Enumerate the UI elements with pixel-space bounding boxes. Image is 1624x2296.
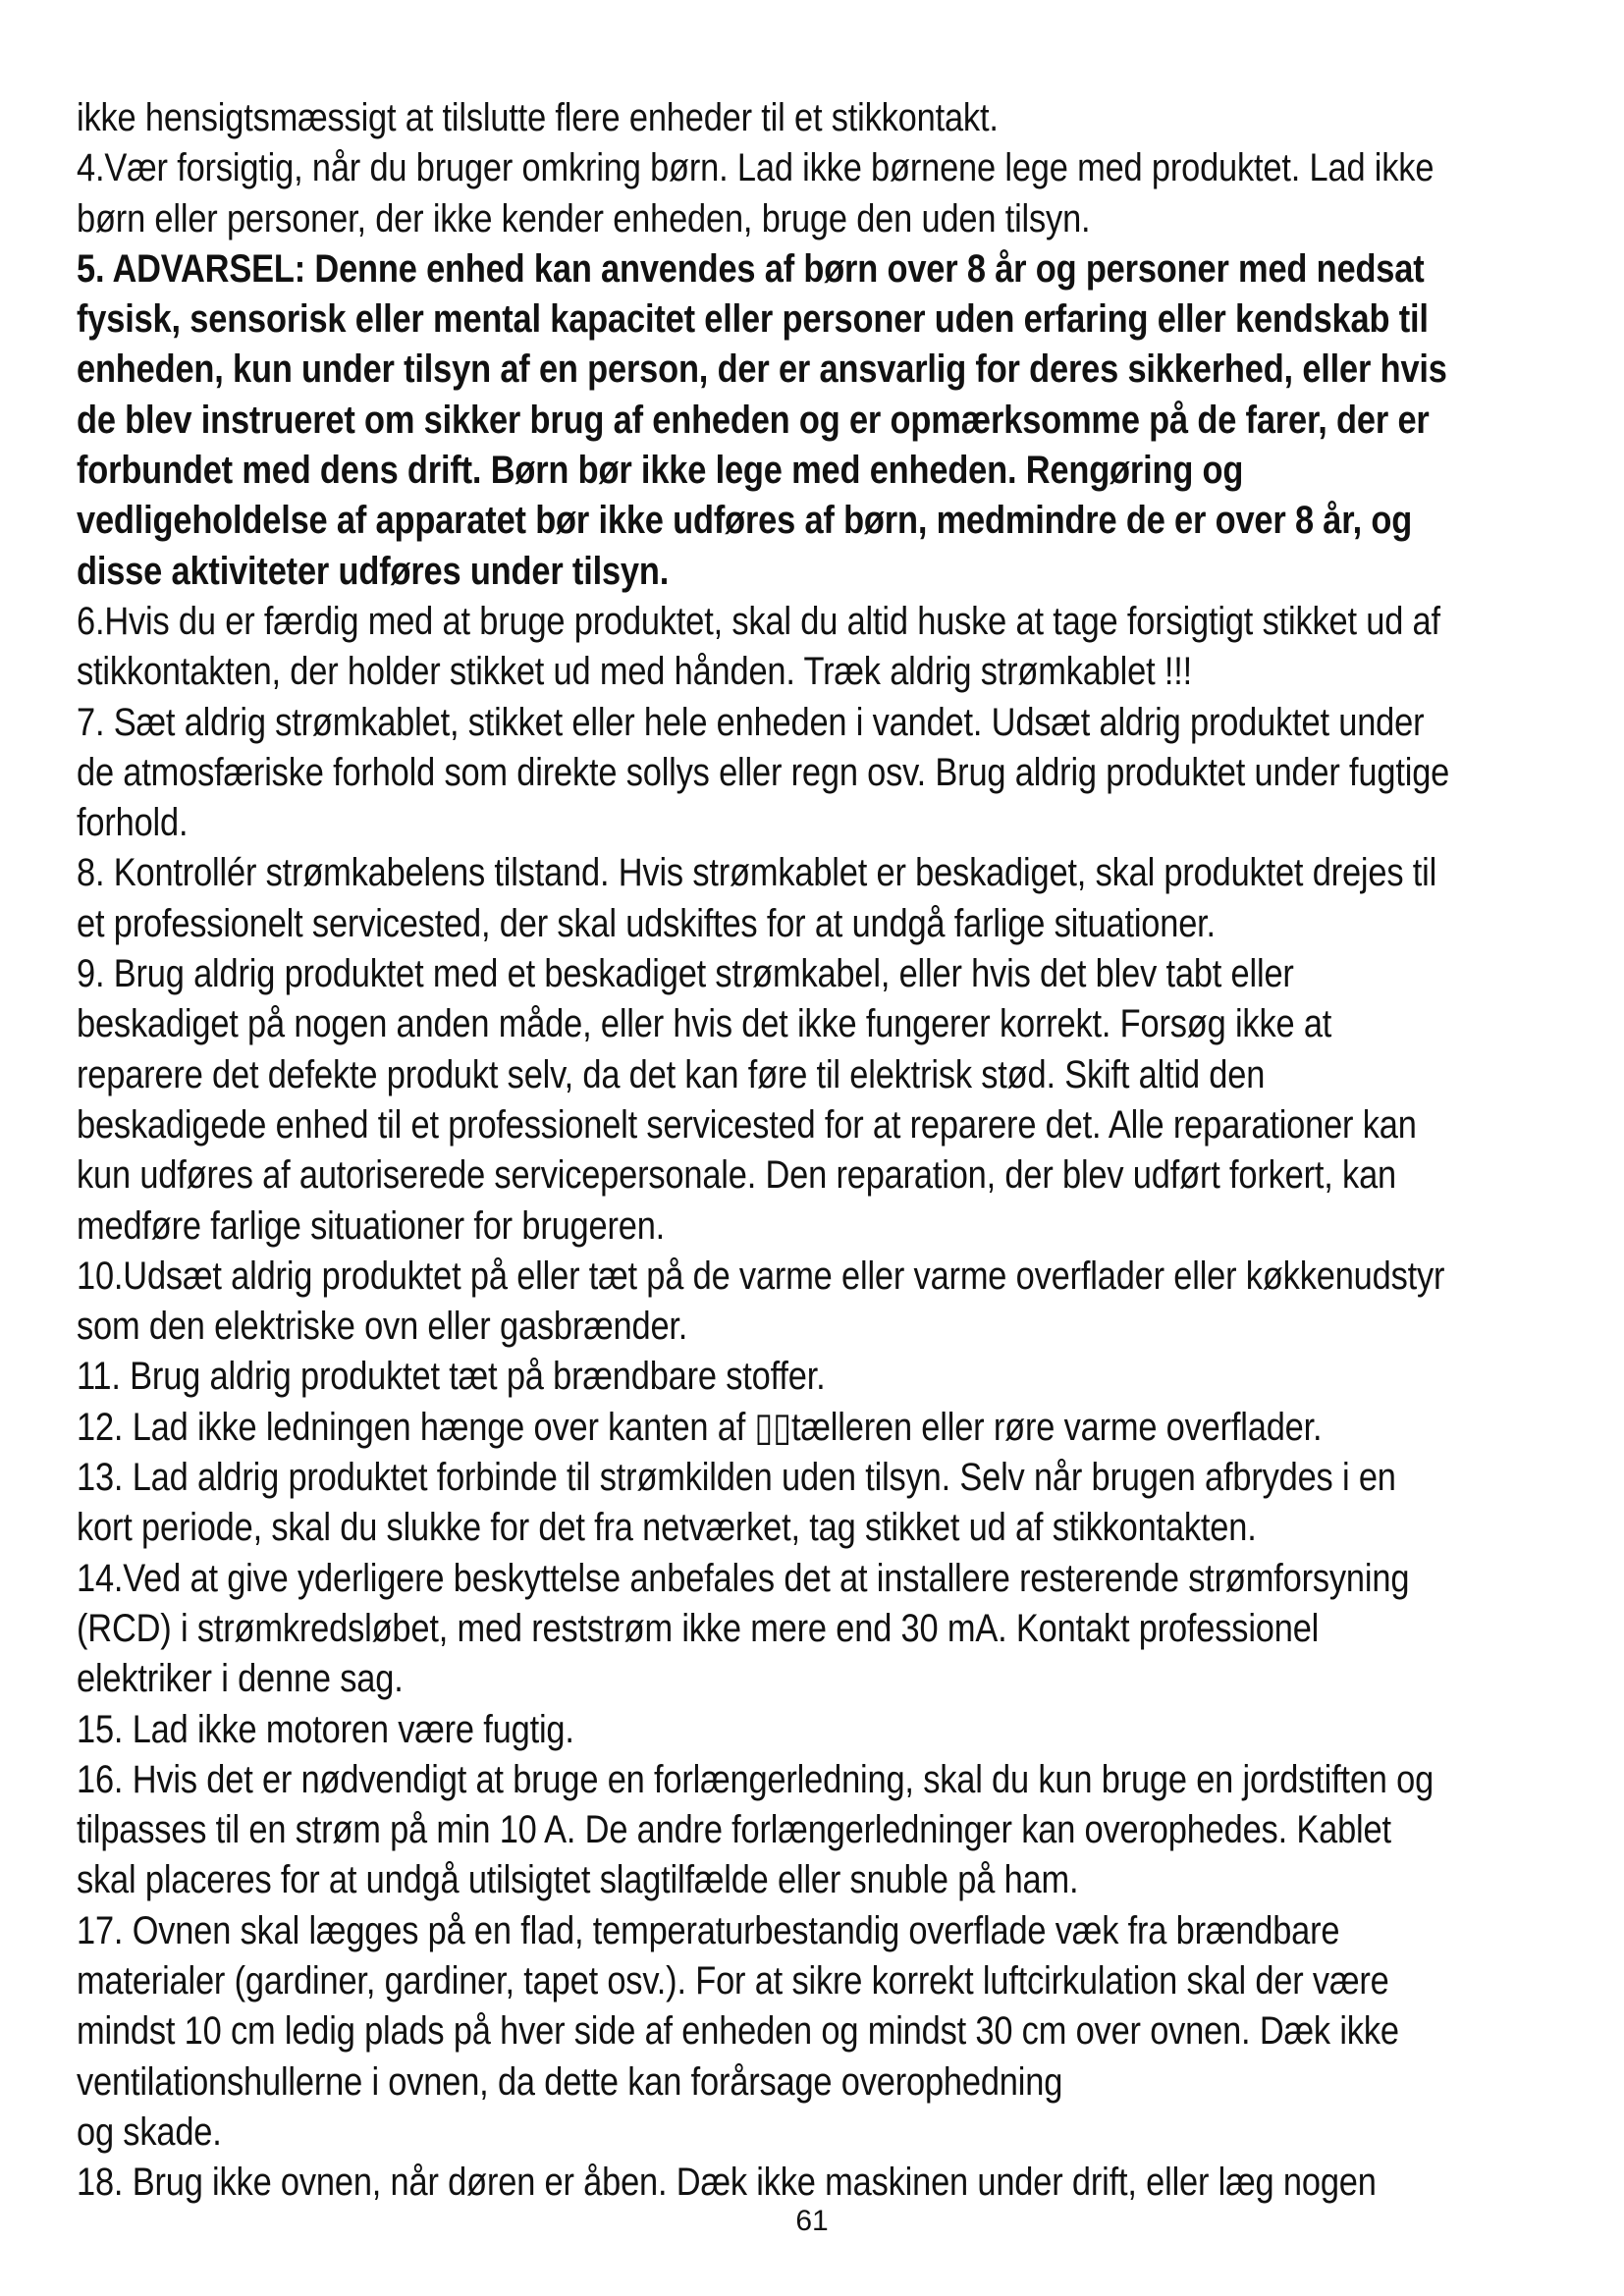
text-line: 5. ADVARSEL: Denne enhed kan anvendes af børn over 8 år og personer med nedsat bbox=[77, 246, 1425, 291]
text-line: ventilationshullerne i ovnen, da dette kan forårsage overophedning bbox=[77, 2059, 1063, 2104]
page-number: 61 bbox=[795, 2205, 829, 2237]
text-line: 12. Lad ikke ledningen hænge over kanten af ▯▯tælleren eller røre varme overflader. bbox=[77, 1405, 1323, 1449]
text-line: 11. Brug aldrig produktet tæt på brændbare stoffer. bbox=[77, 1355, 826, 1399]
text-line: børn eller personer, der ikke kender enheden, bruge den uden tilsyn. bbox=[77, 196, 1091, 240]
text-line: forbundet med dens drift. Børn bør ikke lege med enheden. Rengøring og bbox=[77, 449, 1244, 493]
text-line: enheden, kun under tilsyn af en person, der er ansvarlig for deres sikkerhed, eller hvis bbox=[77, 347, 1447, 392]
text-line: 13. Lad aldrig produktet forbinde til strømkilden uden tilsyn. Selv når brugen afbrydes i en bbox=[77, 1456, 1396, 1500]
text-line: 16. Hvis det er nødvendigt at bruge en forlængerledning, skal du kun bruge en jordstiften og bbox=[77, 1757, 1435, 1801]
text-line: vedligeholdelse af apparatet bør ikke udføres af børn, medmindre de er over 8 år, og bbox=[77, 499, 1413, 543]
text-line: som den elektriske ovn eller gasbrænder. bbox=[77, 1305, 688, 1349]
text-line: mindst 10 cm ledig plads på hver side af enheden og mindst 30 cm over ovnen. Dæk ikke bbox=[77, 2009, 1399, 2054]
text-line: 18. Brug ikke ovnen, når døren er åben. Dæk ikke maskinen under drift, eller læg nogen bbox=[77, 2161, 1377, 2205]
text-line: kort periode, skal du slukke for det fra netværket, tag stikket ud af stikkontakten. bbox=[77, 1506, 1257, 1550]
text-line: 14.Ved at give yderligere beskyttelse anbefales det at installere resterende strømforsyning bbox=[77, 1556, 1410, 1600]
document-body bbox=[77, 93, 1559, 2208]
text-line: 15. Lad ikke motoren være fugtig. bbox=[77, 1707, 574, 1751]
text-line: reparere det defekte produkt selv, da det kan føre til elektrisk stød. Skift altid den bbox=[77, 1052, 1266, 1096]
text-line: 4.Vær forsigtig, når du bruger omkring børn. Lad ikke børnene lege med produktet. Lad ikke bbox=[77, 146, 1435, 190]
text-line: ikke hensigtsmæssigt at tilslutte flere enheder til et stikkontakt. bbox=[77, 96, 999, 139]
text-line: materialer (gardiner, gardiner, tapet osv.). For at sikre korrekt luftcirkulation skal der være bbox=[77, 1958, 1389, 2002]
text-line: og skade. bbox=[77, 2109, 222, 2154]
text-line: stikkontakten, der holder stikket ud med hånden. Træk aldrig strømkablet !!! bbox=[77, 650, 1193, 694]
text-line: fysisk, sensorisk eller mental kapacitet eller personer uden erfaring eller kendskab til bbox=[77, 297, 1429, 342]
text-line: 10.Udsæt aldrig produktet på eller tæt på de varme eller varme overflader eller køkkenudstyr bbox=[77, 1254, 1445, 1298]
text-line: 6.Hvis du er færdig med at bruge produktet, skal du altid huske at tage forsigtigt stikket ud af bbox=[77, 599, 1440, 643]
text-line: tilpasses til en strøm på min 10 A. De andre forlængerledninger kan overophedes. Kablet bbox=[77, 1808, 1391, 1852]
text-line: elektriker i denne sag. bbox=[77, 1657, 404, 1701]
text-line: et professionelt servicested, der skal udskiftes for at undgå farlige situationer. bbox=[77, 901, 1216, 945]
text-line: (RCD) i strømkredsløbet, med reststrøm ikke mere end 30 mA. Kontakt professionel bbox=[77, 1606, 1320, 1650]
text-line: 9. Brug aldrig produktet med et beskadiget strømkabel, eller hvis det blev tabt eller bbox=[77, 952, 1294, 996]
text-line: de atmosfæriske forhold som direkte sollys eller regn osv. Brug aldrig produktet under fugtige bbox=[77, 750, 1450, 794]
text-line: forhold. bbox=[77, 801, 189, 845]
text-line: 17. Ovnen skal lægges på en flad, temperaturbestandig overflade væk fra brændbare bbox=[77, 1908, 1340, 1952]
text-line: 7. Sæt aldrig strømkablet, stikket eller hele enheden i vandet. Udsæt aldrig produktet under bbox=[77, 700, 1425, 744]
text-line: kun udføres af autoriserede servicepersonale. Den reparation, der blev udført forkert, kan bbox=[77, 1153, 1397, 1198]
text-line: skal placeres for at undgå utilsigtet slagtilfælde eller snuble på ham. bbox=[77, 1858, 1079, 1902]
text-line: medføre farlige situationer for brugeren. bbox=[77, 1203, 666, 1248]
text-line: 8. Kontrollér strømkabelens tilstand. Hvis strømkablet er beskadiget, skal produktet drejes til bbox=[77, 851, 1437, 895]
text-line: de blev instrueret om sikker brug af enheden og er opmærksomme på de farer, der er bbox=[77, 398, 1430, 442]
text-line: beskadigede enhed til et professionelt servicested for at reparere det. Alle reparationer kan bbox=[77, 1102, 1417, 1147]
text-line: disse aktiviteter udføres under tilsyn. bbox=[77, 549, 670, 593]
text-line: beskadiget på nogen anden måde, eller hvis det ikke fungerer korrekt. Forsøg ikke at bbox=[77, 1002, 1332, 1046]
